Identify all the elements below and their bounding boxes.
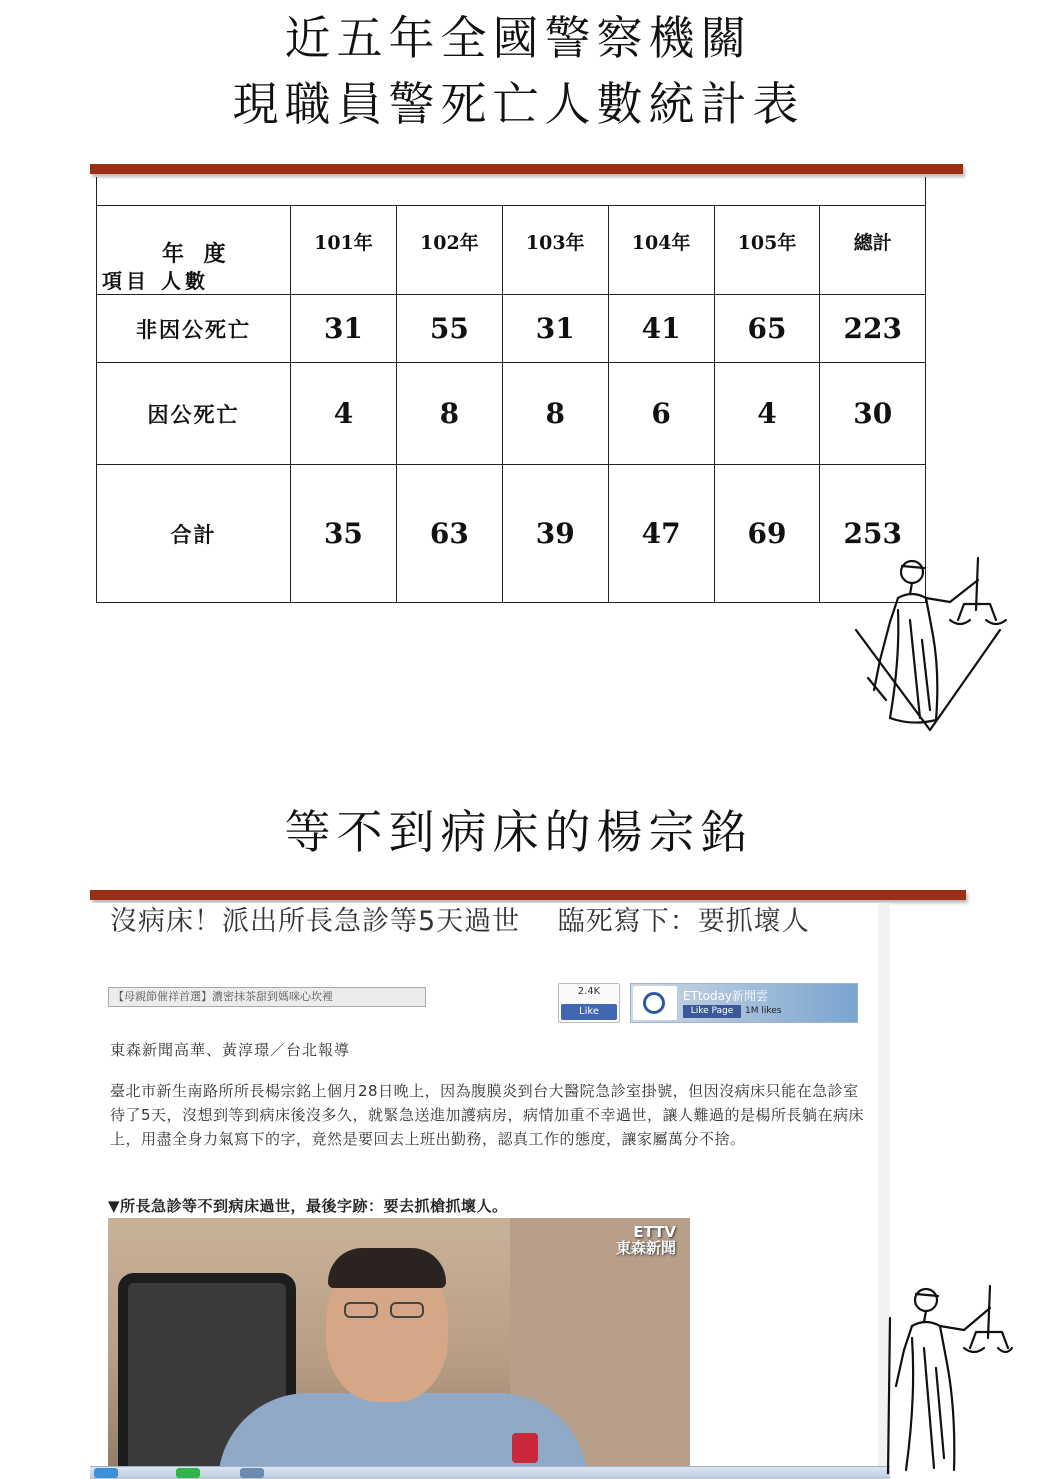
lady-justice-icon — [884, 1278, 1014, 1474]
accent-bar — [90, 164, 963, 174]
table-cell: 55 — [396, 295, 502, 363]
news-article-screenshot — [90, 903, 878, 1478]
row-label: 因公死亡 — [97, 363, 291, 465]
page-like-widget[interactable] — [630, 983, 858, 1023]
col-header-total: 總計 — [820, 206, 926, 295]
table-cell: 8 — [502, 363, 608, 465]
table-cell: 223 — [820, 295, 926, 363]
accent-bar — [90, 890, 966, 900]
corner-year-label: 年 度 — [162, 241, 232, 267]
facebook-like-widget[interactable] — [558, 983, 620, 1023]
statistics-table — [96, 177, 926, 603]
table-cell: 31 — [502, 295, 608, 363]
table-cell: 253 — [820, 465, 926, 603]
section-heading: 等不到病床的楊宗銘 — [284, 805, 753, 859]
table-blank-row — [97, 177, 926, 206]
like-button[interactable]: Like — [561, 1004, 617, 1020]
table-cell: 4 — [714, 363, 820, 465]
col-header: 103年 — [502, 206, 608, 295]
table-row — [97, 295, 926, 363]
table-cell: 63 — [396, 465, 502, 603]
table-cell: 47 — [608, 465, 714, 603]
article-body: 臺北市新生南路所所長楊宗銘上個月28日晚上，因為腹膜炎到台大醫院急診室掛號，但因沒病床只能在急診室待了5天，沒想到等到病床後沒多久，就緊急送進加護病房，病情加重不幸過世，讓人難過的是楊所長躺在病床上，用盡全身力氣寫下的字，竟然是要回去上班出勤務，認真工作的態度，讓家屬萬分不捨。 — [110, 1082, 865, 1148]
table-cell: 4 — [291, 363, 397, 465]
row-label: 合計 — [97, 465, 291, 603]
table-cell: 65 — [714, 295, 820, 363]
promo-link[interactable]: 【母親節催祥首選】濃密抹茶甜到媽咪心坎裡 — [108, 987, 426, 1007]
page-likes-count: 1M likes — [745, 1006, 782, 1016]
chat-app-icon[interactable] — [176, 1468, 200, 1478]
start-icon[interactable] — [94, 1468, 118, 1478]
article-byline: 東森新聞高華、黃淳璟／台北報導 — [110, 1041, 351, 1059]
row-label: 非因公死亡 — [97, 295, 291, 363]
corner-item-label: 項目 人數 — [102, 269, 209, 293]
page-heading-line2: 現職員警死亡人數統計表 — [232, 77, 805, 131]
col-header: 102年 — [396, 206, 502, 295]
table-cell: 8 — [396, 363, 502, 465]
table-corner-cell — [97, 206, 291, 295]
article-title: 沒病床！派出所長急診等5天過世 臨死寫下：要抓壞人 — [110, 906, 810, 937]
page-heading-line1: 近五年全國警察機關 — [284, 11, 753, 65]
table-cell: 30 — [820, 363, 926, 465]
col-header: 104年 — [608, 206, 714, 295]
col-header: 105年 — [714, 206, 820, 295]
taskbar-app-icon[interactable] — [240, 1468, 264, 1478]
col-header: 101年 — [291, 206, 397, 295]
lady-justice-icon — [850, 550, 1010, 735]
like-page-button[interactable]: Like Page — [683, 1005, 741, 1018]
table-cell: 31 — [291, 295, 397, 363]
ettoday-logo — [633, 986, 677, 1020]
table-cell: 39 — [502, 465, 608, 603]
table-header-row — [97, 206, 926, 295]
tv-watermark: ETTV 東森新聞 — [615, 1223, 676, 1257]
photo-caption: ▼所長急診等不到病床過世，最後字跡：要去抓槍抓壞人。 — [108, 1197, 508, 1215]
page-name: ETtoday新聞雲 — [683, 989, 769, 1003]
table-row — [97, 465, 926, 603]
table-cell: 41 — [608, 295, 714, 363]
table-cell: 35 — [291, 465, 397, 603]
table-cell: 69 — [714, 465, 820, 603]
news-photo — [108, 1218, 690, 1478]
like-count: 2.4K — [577, 986, 601, 997]
uniform-badge — [512, 1433, 538, 1463]
table-row — [97, 363, 926, 465]
table-cell: 6 — [608, 363, 714, 465]
taskbar — [90, 1466, 890, 1479]
